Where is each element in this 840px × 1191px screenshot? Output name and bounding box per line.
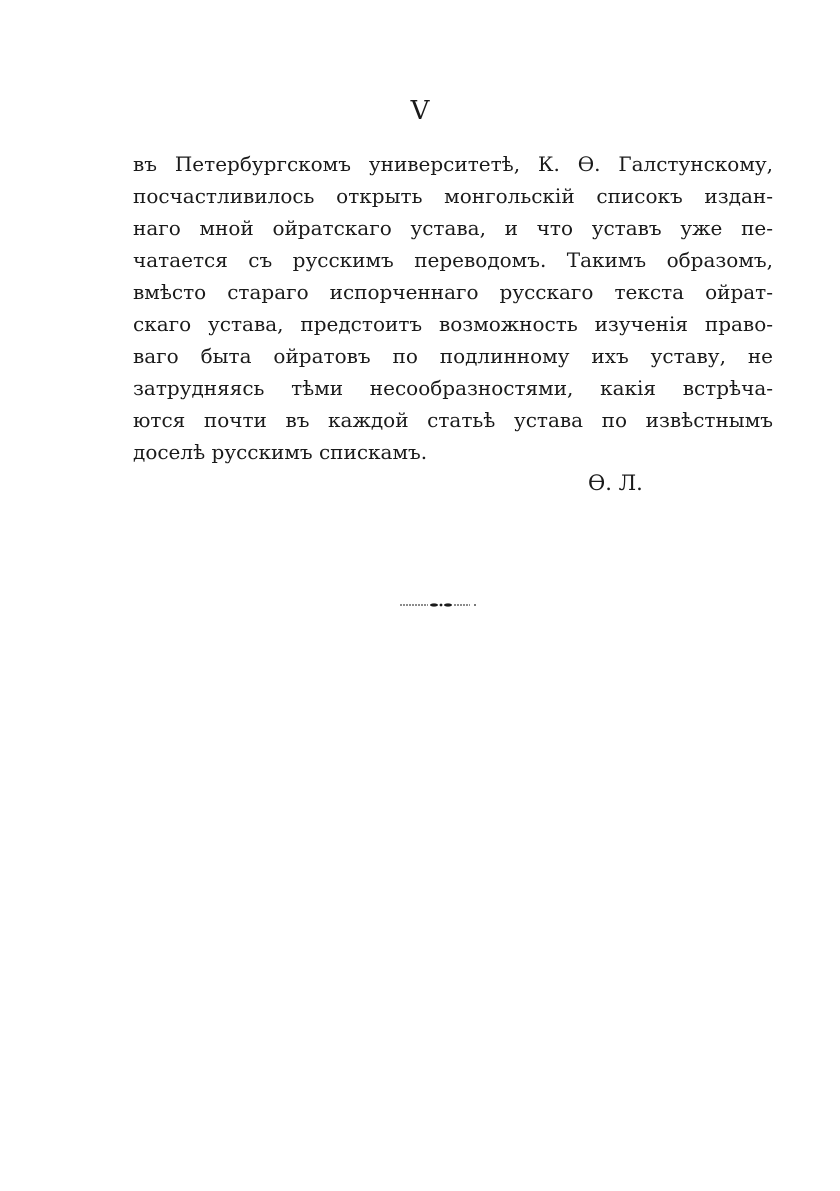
body-paragraph [133, 148, 773, 468]
text-line: вмѣсто стараго испорченнаго русскаго текста ойрат- [133, 280, 773, 304]
text-line: затрудняясь тѣми несообразностями, какія встрѣча- [133, 376, 773, 400]
text-line: посчастливилось открыть монгольскій списокъ издан- [133, 184, 773, 208]
text-line: скаго устава, предстоитъ возможность изученія право- [133, 312, 773, 336]
author-signature: Ѳ. Л. [588, 471, 643, 495]
text-line: доселѣ русскимъ спискамъ. [133, 440, 428, 464]
text-line: въ Петербургскомъ университетѣ, К. Ѳ. Галстунскому, [133, 152, 773, 176]
text-line: наго мной ойратскаго устава, и что уставъ уже пе- [133, 216, 773, 240]
text-line: ются почти въ каждой статьѣ устава по извѣстнымъ [133, 408, 773, 432]
page-number: V [410, 96, 430, 126]
text-line: ваго быта ойратовъ по подлинному ихъ уставу, не [133, 344, 773, 368]
ornamental-rule-icon [398, 602, 478, 608]
text-line: чатается съ русскимъ переводомъ. Такимъ образомъ, [133, 248, 773, 272]
